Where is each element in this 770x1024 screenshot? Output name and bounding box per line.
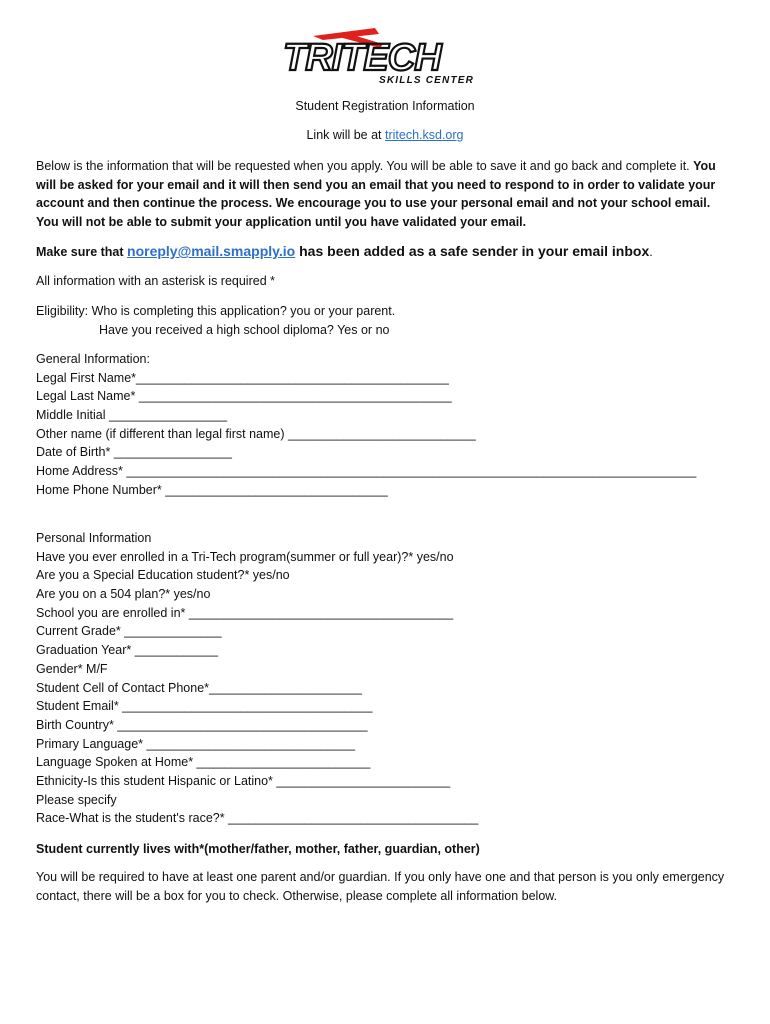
svg-text:SKILLS CENTER: SKILLS CENTER [379, 75, 475, 86]
field-school: School you are enrolled in* ______________________________________ [36, 605, 454, 620]
diploma-question: Have you received a high school diploma? Yes or no [99, 323, 390, 337]
field-graduation-year: Graduation Year* ____________ [36, 643, 219, 658]
field-middle-initial: Middle Initial _________________ [36, 408, 228, 423]
field-current-grade: Current Grade* ______________ [36, 624, 222, 639]
tritech-link[interactable]: tritech.ksd.org [385, 128, 464, 142]
field-enrolled-before: Have you ever enrolled in a Tri-Tech program(summer or full year)?* yes/no [36, 549, 454, 564]
intro-paragraph [36, 157, 736, 231]
general-info-section [36, 350, 696, 500]
noreply-email-link[interactable]: noreply@mail.smapply.io [127, 243, 296, 259]
field-please-specify: Please specify [36, 792, 117, 807]
field-other-name: Other name (if different than legal first name) ___________________________ [36, 426, 476, 441]
lives-with-heading: Student currently lives with*(mother/father, mother, father, guardian, other) [36, 842, 480, 856]
link-prefix: Link will be at [306, 128, 385, 142]
field-race: Race-What is the student's race?* ____________________________________ [36, 811, 479, 826]
intro-line: Below is the information that will be requested when you apply. You will be able to save it and go back and complete it. [36, 159, 690, 173]
field-home-language: Language Spoken at Home* _________________________ [36, 755, 371, 770]
safe-prefix: Make sure that [36, 245, 128, 259]
field-504-plan: Are you on a 504 plan?* yes/no [36, 587, 211, 602]
page-title: Student Registration Information [295, 99, 475, 113]
svg-text:TRITECH: TRITECH [283, 37, 441, 79]
field-cell-phone: Student Cell of Contact Phone*______________________ [36, 680, 362, 695]
field-home-address: Home Address* __________________________________________________________________________________ [36, 464, 697, 479]
tritech-logo [283, 28, 483, 86]
closing-paragraph: You will be required to have at least one parent and/or guardian. If you only have one and that person is you only emergency contact, there will be a box for you to check. Otherwise, please complete all information below. [36, 870, 725, 903]
safe-suffix: has been added as a safe sender in your email inbox [295, 243, 650, 259]
field-legal-last-name: Legal Last Name* _____________________________________________ [36, 389, 452, 404]
personal-heading: Personal Information [36, 531, 152, 545]
field-special-education: Are you a Special Education student?* yes/no [36, 568, 290, 583]
required-note: All information with an asterisk is required * [36, 274, 275, 288]
field-birth-country: Birth Country* ____________________________________ [36, 717, 368, 732]
eligibility-question: Eligibility: Who is completing this application? you or your parent. [36, 304, 396, 318]
field-home-phone: Home Phone Number* ________________________________ [36, 482, 388, 497]
field-gender: Gender* M/F [36, 661, 108, 676]
intro-bold: You will be asked for your email and it will then send you an email that you need to respond to in order to validate your account and then continue the process. We encourage you to use your personal email and not your school email. You will not be able to submit your application until you have validated your email. [36, 159, 716, 229]
field-date-of-birth: Date of Birth* _________________ [36, 445, 232, 460]
personal-info-section [36, 529, 478, 828]
safe-sender-note [36, 243, 653, 259]
general-heading: General Information: [36, 352, 150, 366]
safe-period: . [649, 245, 653, 259]
field-primary-language: Primary Language* ______________________________ [36, 736, 356, 751]
field-ethnicity: Ethnicity-Is this student Hispanic or Latino* _________________________ [36, 773, 451, 788]
link-line [0, 128, 770, 142]
field-legal-first-name: Legal First Name*_____________________________________________ [36, 370, 449, 385]
field-student-email: Student Email* ____________________________________ [36, 699, 373, 714]
